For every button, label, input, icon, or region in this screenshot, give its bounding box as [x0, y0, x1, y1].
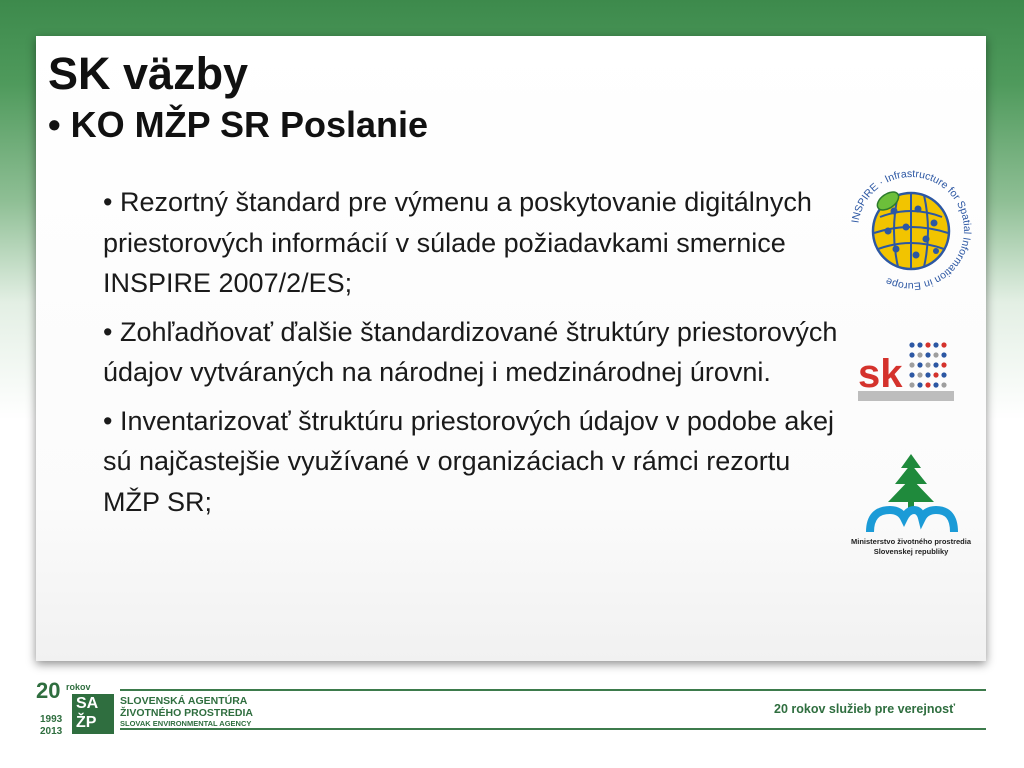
agency-name-en: SLOVAK ENVIRONMENTAL AGENCY — [120, 719, 252, 728]
badge-rokov: rokov — [66, 682, 91, 692]
sk-logo-text: sk — [858, 352, 903, 396]
inspire-ring-text: INSPIRE · Infrastructure for Spatial Information in Europe — [849, 167, 974, 293]
footer-rule-bottom — [120, 728, 986, 730]
bullet-item: • Zohľadňovať ďalšie štandardizované štruktúry priestorových údajov vytváraných na národnej i medzinárodnej úrovni. — [103, 316, 838, 387]
footer-tagline: 20 rokov služieb pre verejnosť — [774, 702, 956, 716]
badge-year-end: 2013 — [40, 726, 63, 737]
badge-year-start: 1993 — [40, 714, 63, 725]
badge-twenty: 20 — [36, 678, 61, 703]
slide-title: SK väzby — [48, 48, 249, 99]
bullet-list — [103, 182, 843, 530]
badge-letters-bottom: ŽP — [76, 714, 97, 731]
badge-letters-top: SA — [76, 695, 99, 712]
inspire-logo — [846, 165, 976, 295]
ministry-logo — [850, 452, 972, 560]
ministry-name-line-2: Slovenskej republiky — [873, 547, 949, 556]
badge-mark — [72, 694, 114, 734]
agency-name-sk-2: ŽIVOTNÉHO PROSTREDIA — [120, 707, 254, 719]
slide-subtitle: • KO MŽP SR Poslanie — [48, 104, 429, 145]
footer-badge — [36, 680, 116, 738]
bullet-item: • Rezortný štandard pre výmenu a poskytovanie digitálnych priestorových informácií v súlade požiadavkami smernice INSPIRE 2007/2/ES; — [103, 187, 812, 298]
agency-name-sk-1: SLOVENSKÁ AGENTÚRA — [120, 695, 248, 707]
sk-logo — [856, 335, 956, 401]
ministry-name-line-1: Ministerstvo životného prostredia — [850, 537, 972, 546]
bullet-item: • Inventarizovať štruktúru priestorových údajov v podobe akej sú najčastejšie využívané v organizáciach v rámci rezortu MŽP SR; — [103, 405, 834, 517]
footer-rule-top — [120, 689, 986, 691]
